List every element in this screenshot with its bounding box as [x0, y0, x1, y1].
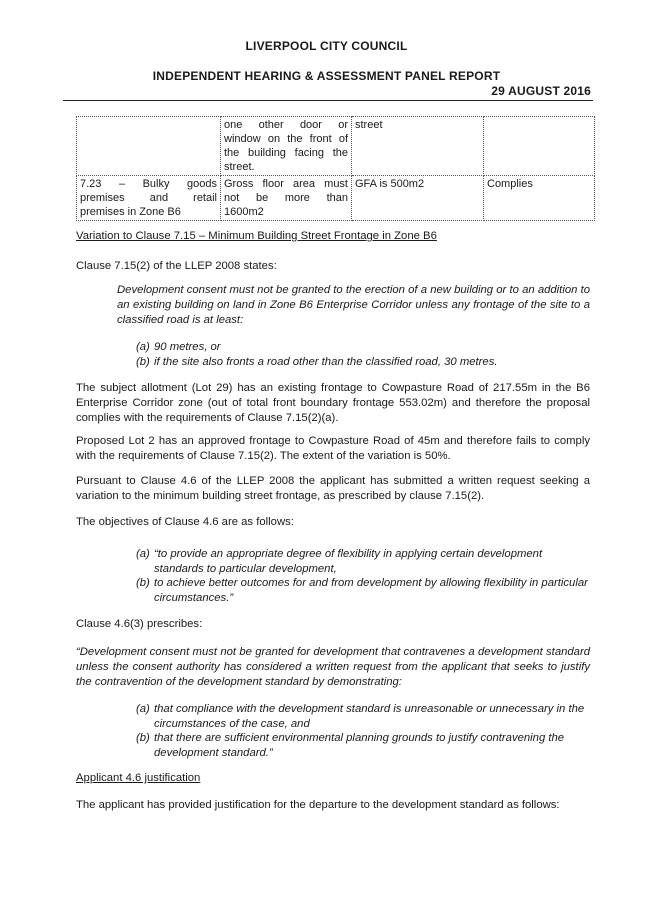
list-item [136, 547, 590, 579]
paragraph-lot-29: The subject allotment (Lot 29) has an existing frontage to Cowpasture Road of 217.55m in the B6 Enterprise Corridor zone (out of total front boundary frontage 553.02m) and therefore the proposal complies with the requirements of Clause 7.15(2)(a). [76, 382, 590, 424]
list-item [136, 355, 590, 371]
table-row [77, 176, 595, 221]
paragraph-lot-2: Proposed Lot 2 has an approved frontage to Cowpasture Road of 45m and therefore fails to comply with the requirements of Clause 7.15(2). The extent of the variation is 50%. [76, 435, 590, 462]
quote-clause-463: “Development consent must not be granted for development that contravenes a development standard unless the consent authority has considered a written request from the applicant that seeks to justify the contravention of the development standard by demonstrating: [76, 646, 590, 688]
table-cell-proposal: GFA is 500m2 [352, 176, 484, 221]
table-cell-compliance [484, 117, 595, 176]
list-item [136, 731, 590, 763]
section-heading-variation: Variation to Clause 7.15 – Minimum Building Street Frontage in Zone B6 [76, 230, 437, 242]
list-item-text: “to provide an appropriate degree of flexibility in applying certain development standards to particular development, [154, 548, 543, 575]
table-cell-proposal: street [352, 117, 484, 176]
council-name: LIVERPOOL CITY COUNCIL [245, 39, 408, 53]
header-rule [63, 100, 593, 101]
paragraph-clause-715: Clause 7.15(2) of the LLEP 2008 states: [76, 260, 277, 272]
paragraph-clause-463: Clause 4.6(3) prescribes: [76, 618, 203, 630]
list-item-label: (b) [136, 732, 150, 744]
table-cell-requirement: Gross floor area must not be more than 1600m2 [221, 176, 352, 221]
table-cell-clause: 7.23 – Bulky goods premises and retail premises in Zone B6 [77, 176, 221, 221]
list-item-label: (a) [136, 703, 150, 715]
table-cell-clause [77, 117, 221, 176]
table-row [77, 117, 595, 176]
report-title: INDEPENDENT HEARING & ASSESSMENT PANEL REPORT [152, 69, 501, 83]
list-item-label: (a) [136, 341, 150, 353]
list-item-label: (b) [136, 356, 150, 368]
list-item-text: 90 metres, or [154, 341, 221, 353]
list-item-text: if the site also fronts a road other than the classified road, 30 metres. [154, 356, 498, 368]
list-item-text: that compliance with the development standard is unreasonable or unnecessary in the circumstances of the case, and [154, 703, 585, 730]
list-item-label: (b) [136, 577, 150, 589]
list-item-label: (a) [136, 548, 150, 560]
list-item [136, 576, 590, 608]
list-item-text: that there are sufficient environmental planning grounds to justify contravening the development standard.” [154, 732, 565, 759]
quote-clause-715: Development consent must not be granted to the erection of a new building or to an addition to an existing building on land in Zone B6 Enterprise Corridor unless any frontage of the site to a classified road is at least: [117, 284, 590, 326]
list-item [136, 340, 590, 356]
table-cell-requirement: one other door or window on the front of the building facing the street. [221, 117, 352, 176]
compliance-table [76, 116, 595, 221]
paragraph-objectives: The objectives of Clause 4.6 are as follows: [76, 516, 294, 528]
list-item [136, 702, 590, 734]
table-cell-compliance: Complies [484, 176, 595, 221]
paragraph-justification: The applicant has provided justification for the departure to the development standard as follows: [76, 799, 560, 811]
report-date: 29 AUGUST 2016 [491, 84, 591, 98]
section-heading-justification: Applicant 4.6 justification [76, 772, 201, 784]
list-item-text: to achieve better outcomes for and from development by allowing flexibility in particular circumstances.” [154, 577, 588, 604]
paragraph-clause-46-request: Pursuant to Clause 4.6 of the LLEP 2008 the applicant has submitted a written request seeking a variation to the minimum building street frontage, as prescribed by clause 7.15(2). [76, 475, 590, 502]
